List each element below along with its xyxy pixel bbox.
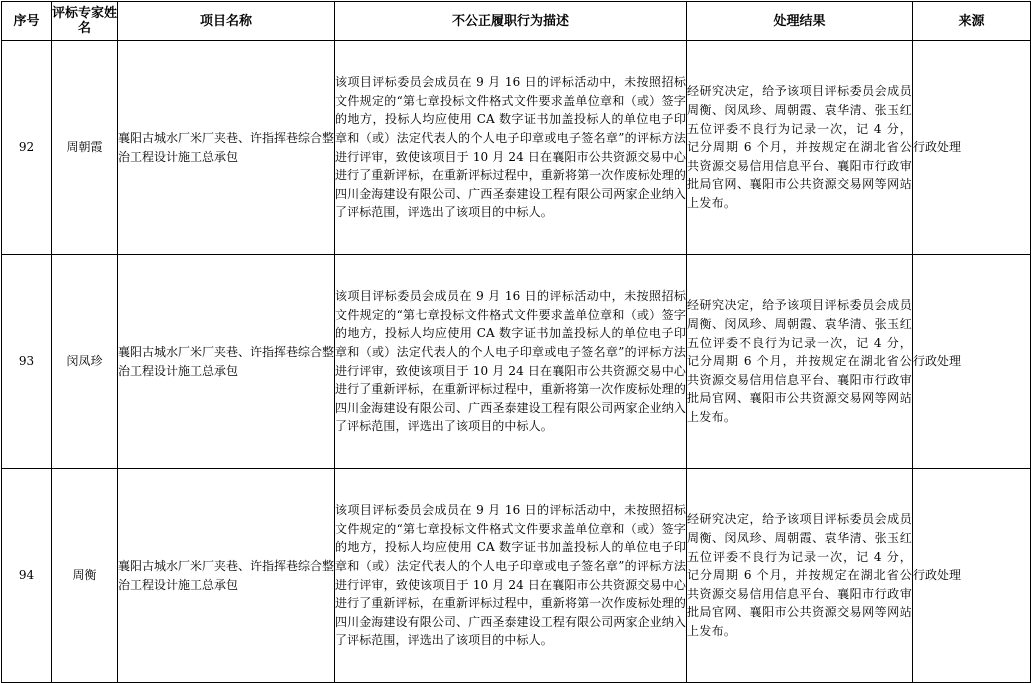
row-number: 92 xyxy=(2,41,52,255)
header-result: 处理结果 xyxy=(687,2,913,41)
expert-name: 周朝霞 xyxy=(52,41,118,255)
table-row xyxy=(2,469,1031,683)
table-row xyxy=(2,255,1031,469)
record-source: 行政处理 xyxy=(913,255,1031,469)
row-number: 94 xyxy=(2,469,52,683)
row-number: 93 xyxy=(2,255,52,469)
header-expert-name: 评标专家姓名 xyxy=(52,2,118,41)
header-no: 序号 xyxy=(2,2,52,41)
penalty-record-table xyxy=(1,1,1031,683)
handling-result: 经研究决定，给予该项目评标委员会成员周衡、闵凤珍、周朝霞、袁华清、张玉红五位评委不良行为记录一次，记 4 分，记分周期 6 个月，并按规定在湖北省公共资源交易信用信息平台、襄阳市行政审批局官网、襄阳市公共资源交易网等网站上发布。 xyxy=(687,255,913,469)
project-name: 襄阳古城水厂米厂夹巷、许指挥巷综合整治工程设计施工总承包 xyxy=(118,41,335,255)
table-row xyxy=(2,41,1031,255)
expert-name: 周衡 xyxy=(52,469,118,683)
behavior-description: 该项目评标委员会成员在 9 月 16 日的评标活动中，未按照招标文件规定的“第七章投标文件格式文件要求盖单位章和（或）签字的地方，投标人均应使用 CA 数字证书加盖投标人的单位电子印章和（或）法定代表人的个人电子印章或电子签名章”的评标方法进行评审，致使该项目于 10 月 24 日在襄阳市公共资源交易中心进行了重新评标，在重新评标过程中，重新将第一次作废标处理的四川金海建设有限公司、广西圣泰建设工程有限公司两家企业纳入了评标范围，评选出了该项目的中标人。 xyxy=(335,41,687,255)
record-source: 行政处理 xyxy=(913,469,1031,683)
behavior-description: 该项目评标委员会成员在 9 月 16 日的评标活动中，未按照招标文件规定的“第七章投标文件格式文件要求盖单位章和（或）签字的地方，投标人均应使用 CA 数字证书加盖投标人的单位电子印章和（或）法定代表人的个人电子印章或电子签名章”的评标方法进行评审，致使该项目于 10 月 24 日在襄阳市公共资源交易中心进行了重新评标，在重新评标过程中，重新将第一次作废标处理的四川金海建设有限公司、广西圣泰建设工程有限公司两家企业纳入了评标范围，评选出了该项目的中标人。 xyxy=(335,255,687,469)
table-header-row xyxy=(2,2,1031,41)
handling-result: 经研究决定，给予该项目评标委员会成员周衡、闵凤珍、周朝霞、袁华清、张玉红五位评委不良行为记录一次，记 4 分，记分周期 6 个月，并按规定在湖北省公共资源交易信用信息平台、襄阳市行政审批局官网、襄阳市公共资源交易网等网站上发布。 xyxy=(687,41,913,255)
header-source: 来源 xyxy=(913,2,1031,41)
header-behavior: 不公正履职行为描述 xyxy=(335,2,687,41)
behavior-description: 该项目评标委员会成员在 9 月 16 日的评标活动中，未按照招标文件规定的“第七章投标文件格式文件要求盖单位章和（或）签字的地方，投标人均应使用 CA 数字证书加盖投标人的单位电子印章和（或）法定代表人的个人电子印章或电子签名章”的评标方法进行评审，致使该项目于 10 月 24 日在襄阳市公共资源交易中心进行了重新评标，在重新评标过程中，重新将第一次作废标处理的四川金海建设有限公司、广西圣泰建设工程有限公司两家企业纳入了评标范围，评选出了该项目的中标人。 xyxy=(335,469,687,683)
record-source: 行政处理 xyxy=(913,41,1031,255)
project-name: 襄阳古城水厂米厂夹巷、许指挥巷综合整治工程设计施工总承包 xyxy=(118,469,335,683)
expert-name: 闵凤珍 xyxy=(52,255,118,469)
handling-result: 经研究决定，给予该项目评标委员会成员周衡、闵凤珍、周朝霞、袁华清、张玉红五位评委不良行为记录一次，记 4 分，记分周期 6 个月，并按规定在湖北省公共资源交易信用信息平台、襄阳市行政审批局官网、襄阳市公共资源交易网等网站上发布。 xyxy=(687,469,913,683)
header-project: 项目名称 xyxy=(118,2,335,41)
project-name: 襄阳古城水厂米厂夹巷、许指挥巷综合整治工程设计施工总承包 xyxy=(118,255,335,469)
